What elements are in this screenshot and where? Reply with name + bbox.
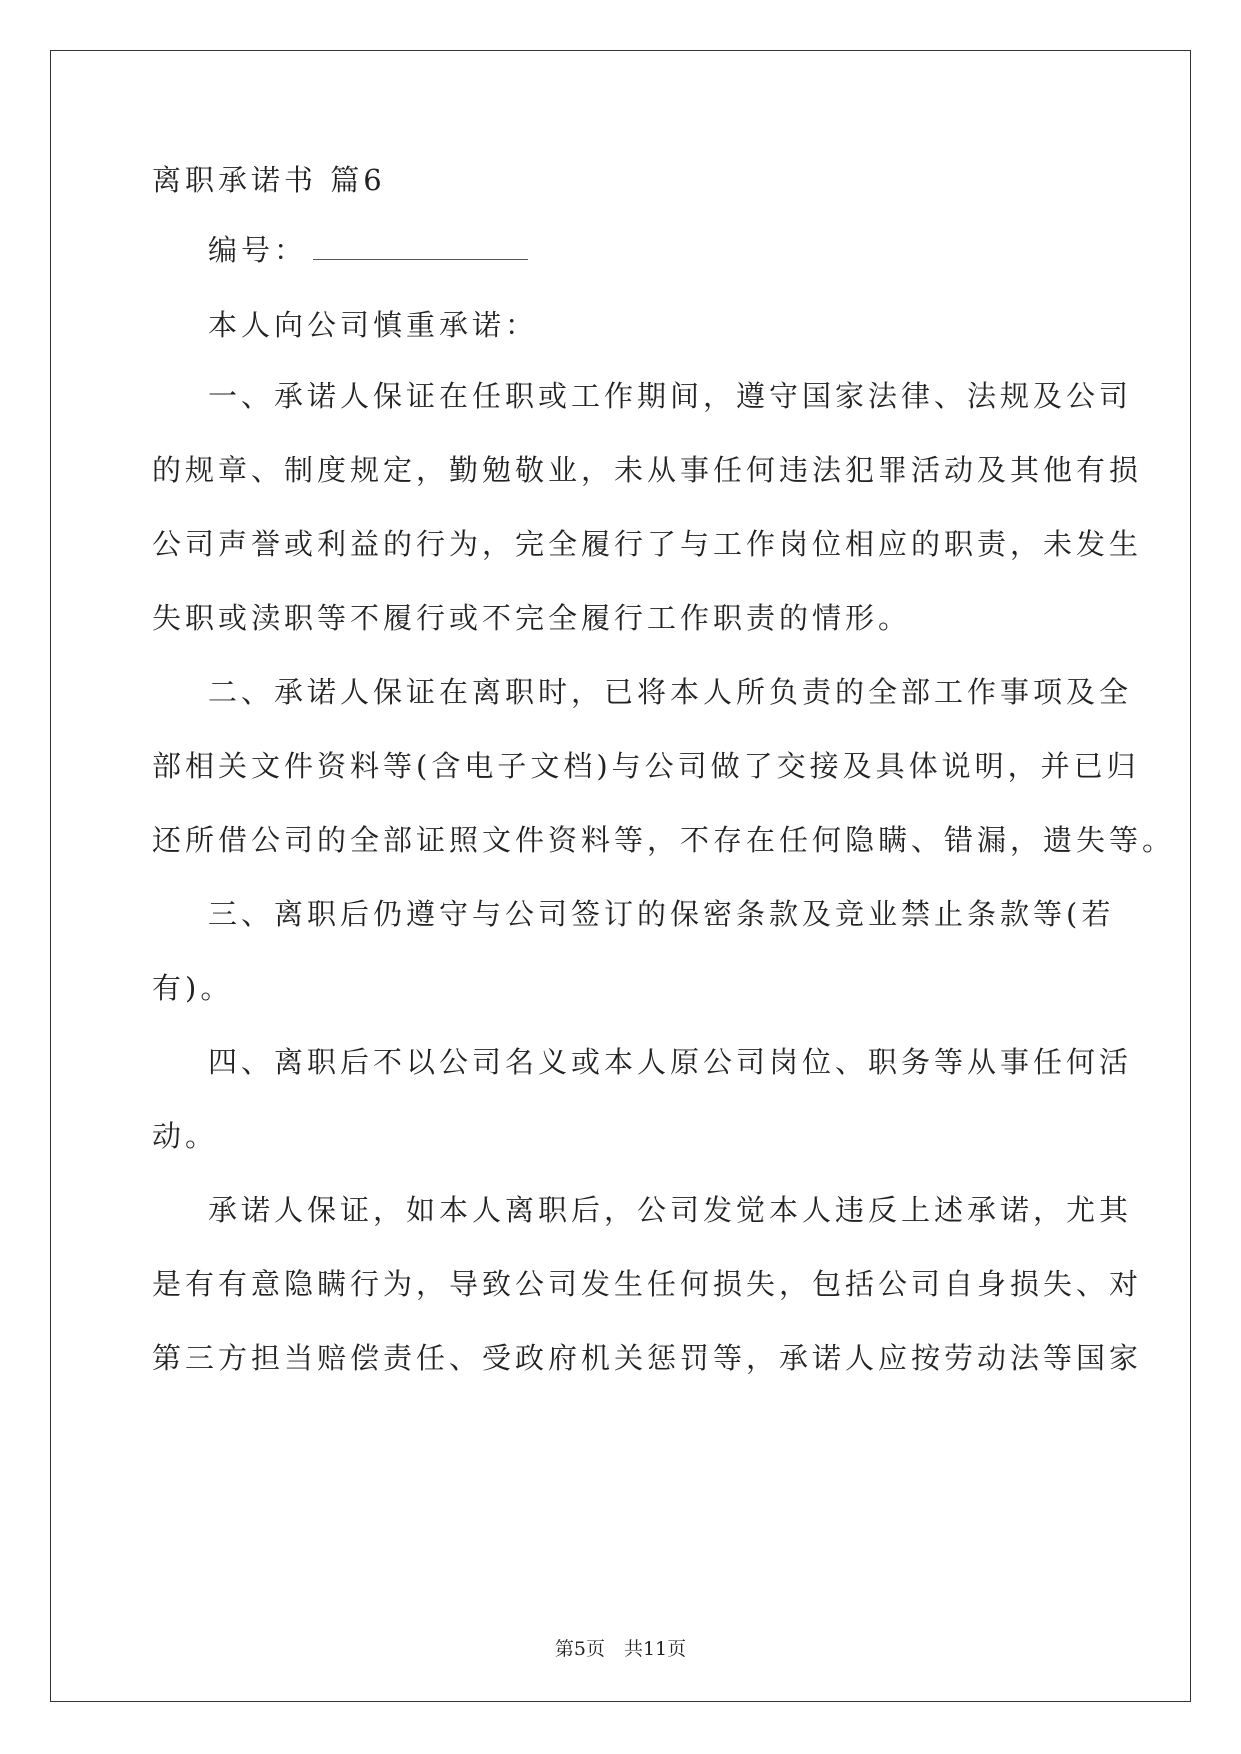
document-title: 离职承诺书 篇6	[152, 163, 386, 197]
number-blank-line	[313, 237, 528, 260]
paragraph-line: 四、离职后不以公司名义或本人原公司岗位、职务等从事任何活	[208, 1045, 1133, 1079]
paragraph-line: 一、承诺人保证在任职或工作期间，遵守国家法律、法规及公司	[208, 379, 1133, 413]
page-border	[50, 50, 1191, 1702]
paragraph-line: 二、承诺人保证在离职时，已将本人所负责的全部工作事项及全	[208, 675, 1133, 709]
paragraph-line: 承诺人保证，如本人离职后，公司发觉本人违反上述承诺，尤其	[208, 1193, 1133, 1227]
number-label: 编号：	[208, 233, 308, 267]
paragraph-line: 动。	[152, 1119, 219, 1153]
paragraph-line: 本人向公司慎重承诺：	[208, 308, 539, 342]
paragraph-line: 三、离职后仍遵守与公司签订的保密条款及竞业禁止条款等(若	[208, 897, 1115, 931]
page-number-footer: 第5页 共11页	[554, 1638, 687, 1660]
paragraph-line: 有)。	[152, 971, 234, 1005]
paragraph-line: 第三方担当赔偿责任、受政府机关惩罚等，承诺人应按劳动法等国家	[152, 1341, 1143, 1375]
paragraph-line: 的规章、制度规定，勤勉敬业，未从事任何违法犯罪活动及其他有损	[152, 453, 1143, 487]
paragraph-line: 还所借公司的全部证照文件资料等，不存在任何隐瞒、错漏，遗失等。	[152, 823, 1176, 857]
paragraph-line: 部相关文件资料等(含电子文档)与公司做了交接及具体说明，并已归	[152, 749, 1140, 783]
number-field-row	[208, 230, 528, 270]
paragraph-line: 公司声誉或利益的行为，完全履行了与工作岗位相应的职责，未发生	[152, 527, 1143, 561]
paragraph-line: 失职或渎职等不履行或不完全履行工作职责的情形。	[152, 601, 912, 635]
paragraph-line: 是有有意隐瞒行为，导致公司发生任何损失，包括公司自身损失、对	[152, 1267, 1143, 1301]
